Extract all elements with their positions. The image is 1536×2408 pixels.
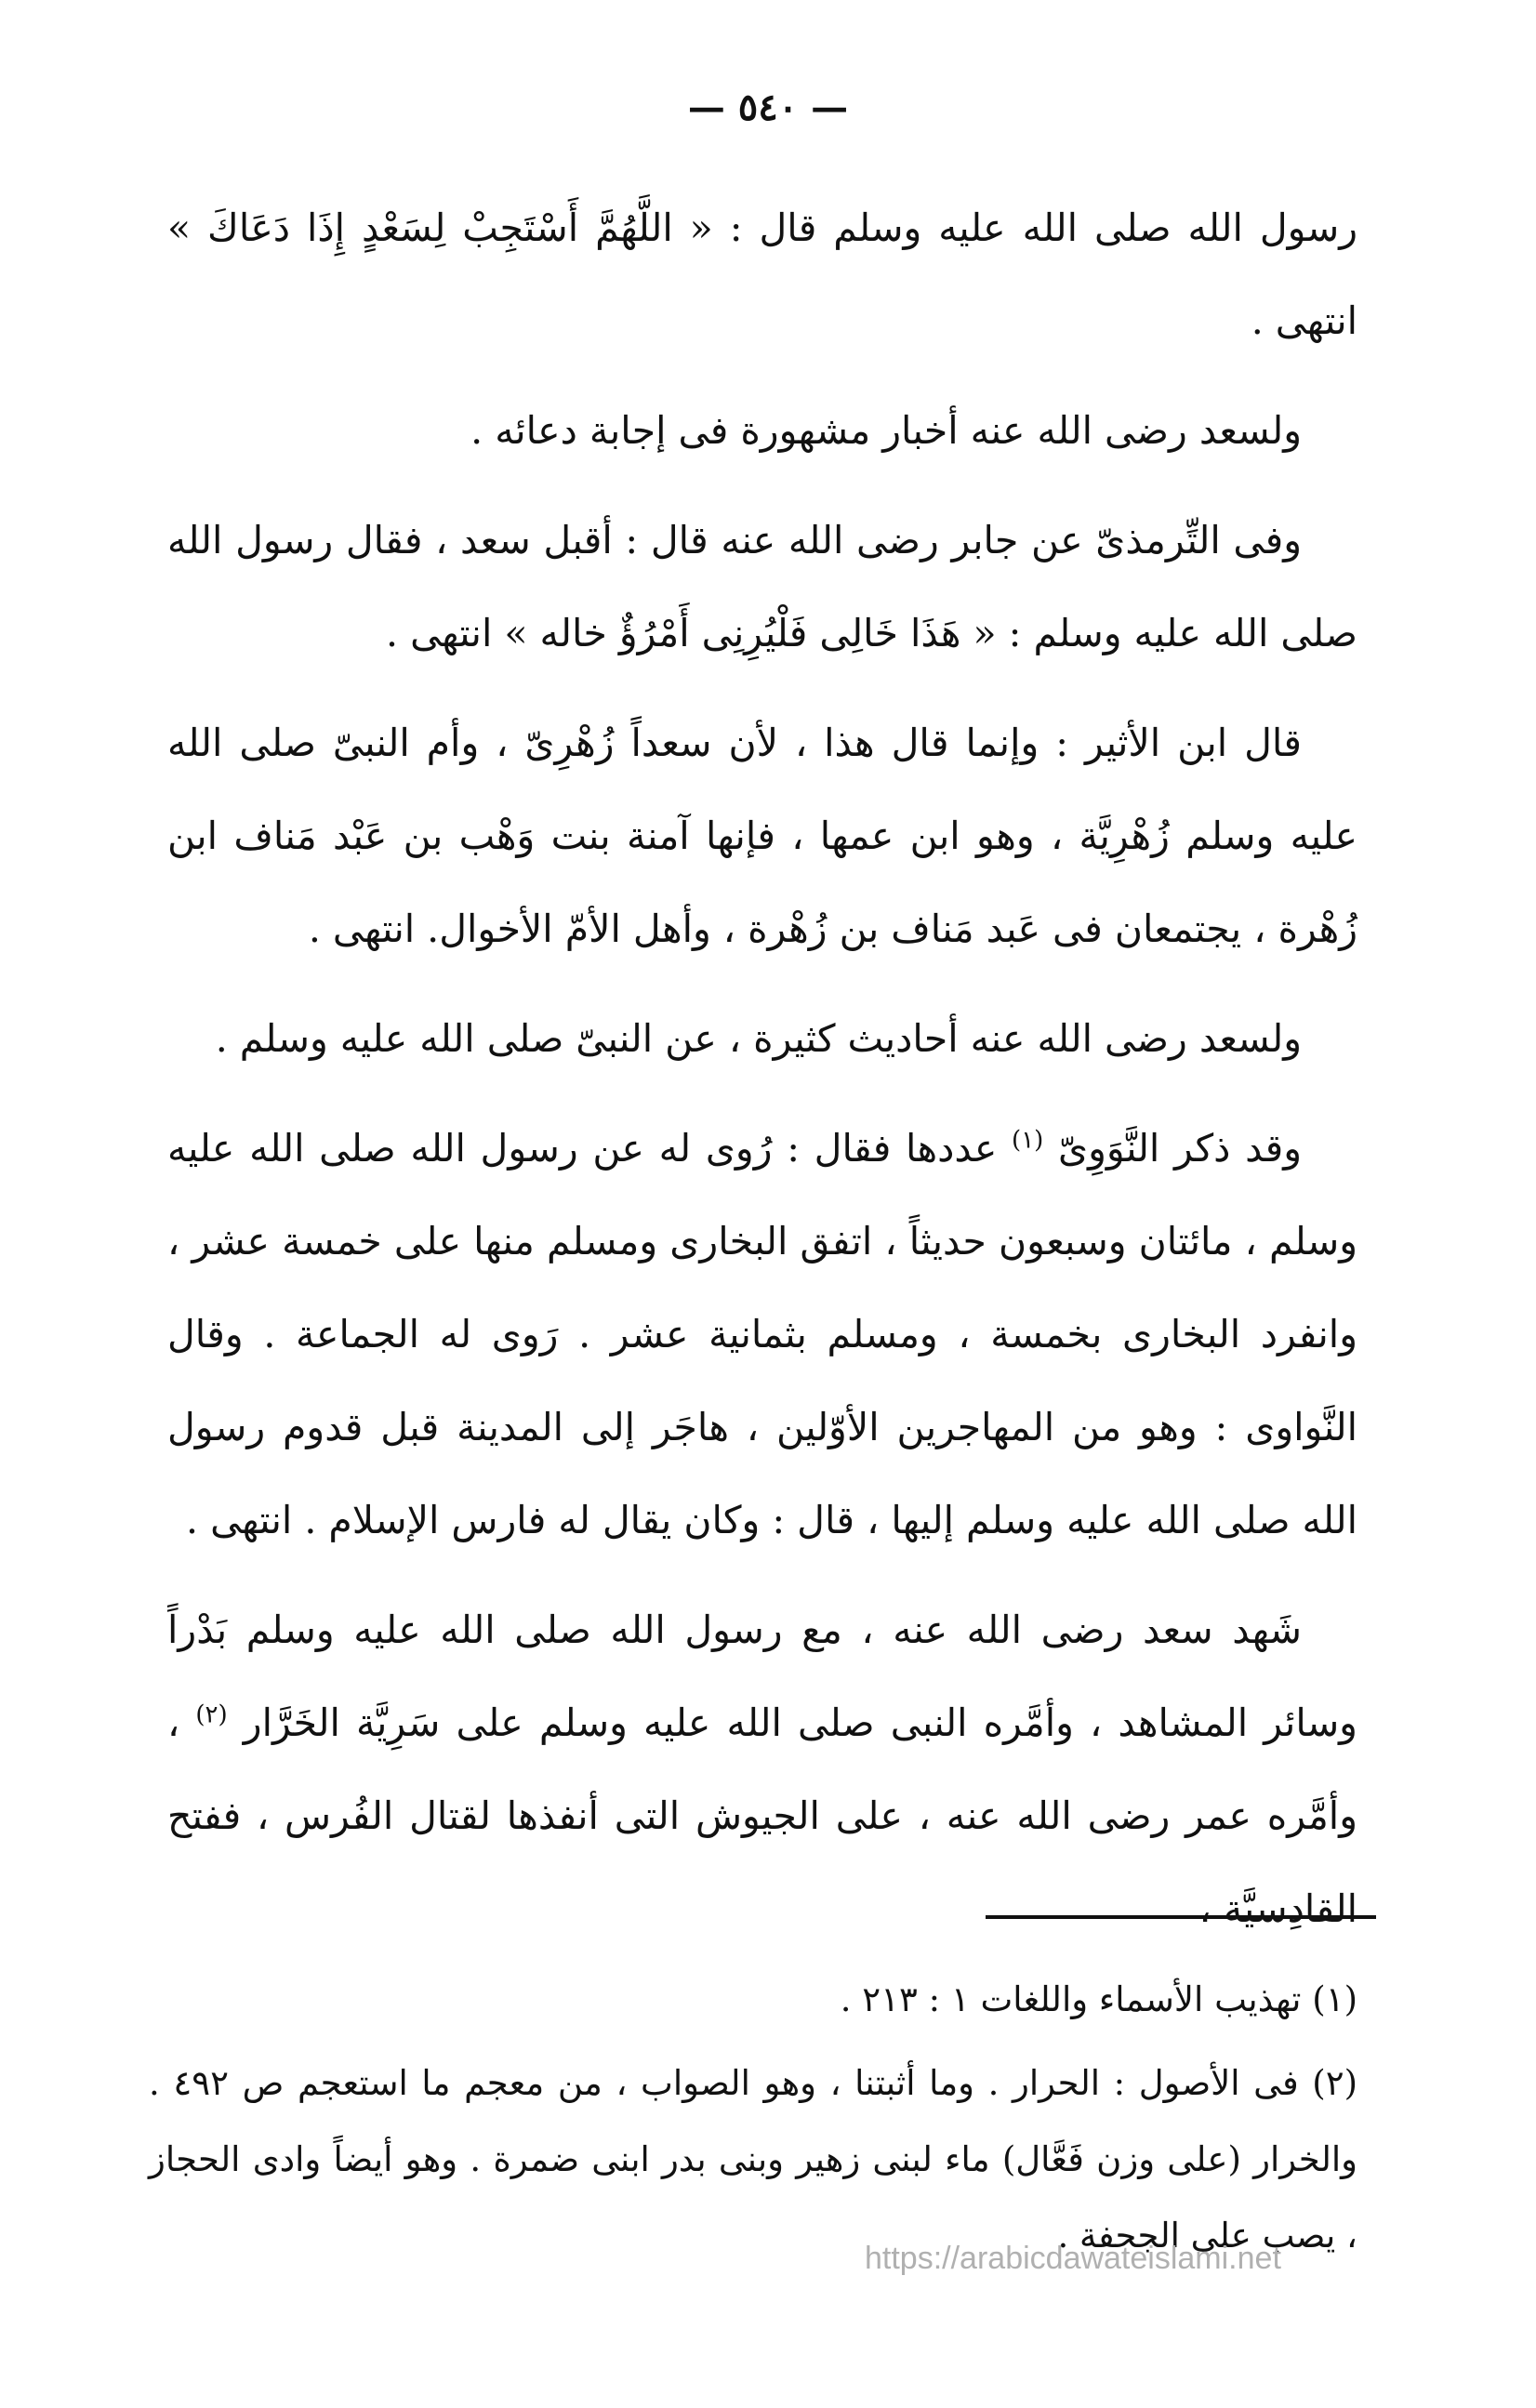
paragraph-2: ولسعد رضى الله عنه أخبار مشهورة فى إجابة دعائه . [470,408,1302,453]
paragraph-4: قال ابن الأثير : وإنما قال هذا ، لأن سعداً زُهْرِىّ ، وأم النبىّ صلى الله عليه وسلم زُهْرِيَّة ، وهو ابن عمها ، فإنها آمنة بنت وَهْب بن عَبْد مَناف ابن زُهْرة ، يجتمعان فى عَبد مَناف بن زُهْرة ، وأهل الأمّ الأخوال. انتهى . [167,721,1357,951]
paragraph-1: رسول الله صلى الله عليه وسلم قال : « اللَّهُمَّ أَسْتَجِبْ لِسَعْدٍ إِذَا دَعَاكَ » انتهى . [167,205,1357,343]
main-text [167,181,1357,1972]
paragraph-6-lead: وقد ذكر النَّوَوِىّ [1058,1126,1302,1171]
paragraph-7-lead: شَهد سعد رضى الله عنه ، مع رسول الله صلى الله عليه وسلم بَدْراً وسائر المشاهد ، [167,1608,1357,1745]
footnote-ref-2[interactable]: (٢) [195,1700,228,1729]
paragraph-7 [167,1583,1357,1955]
paragraph-5: ولسعد رضى الله عنه أحاديث كثيرة ، عن النبىّ صلى الله عليه وسلم . [215,1016,1302,1061]
footnote-ref-1[interactable]: (١) [1012,1126,1044,1155]
paragraph-6-rest: مائتان وسبعون حديثاً ، اتفق البخارى ومسلم منها على خمسة عشر ، وانفرد البخارى بخمسة ، ومسلم بثمانية عشر . رَوى له الجماعة . وقال النَّواوى : وهو من المهاجرين الأوّلين ، هاجَر إلى المدينة قبل قدوم رسول الله صلى الله عليه وسلم إليها ، قال : وكان يقال له فارس الإسلام . انتهى . [167,1219,1357,1542]
footnote-divider [986,1915,1376,1919]
page-number: — ٥٤٠ — [687,86,849,129]
paragraph-3: وفى التِّرمذىّ عن جابر رضى الله عنه قال : أقبل سعد ، فقال رسول الله صلى الله عليه وسلم : « هَذَا خَالِى فَلْيُرِنِى أَمْرُؤٌ خاله » انتهى . [167,518,1357,655]
footnote-2: (٢) فى الأصول : الحرار . وما أثبتنا ، وهو الصواب ، من معجم ما استعجم ص ٤٩٢ . والخرار (على وزن فَعَّال) ماء لبنى زهير وبنى بدر ابنى ضمرة . وهو أيضاً وادى الحجاز ، يصب على الجحفة . [149,2063,1357,2256]
paragraph-6-after: عددها فقال : رُوى له عن رسول الله صلى الله عليه وسلم ، [167,1126,1357,1264]
footnote-1: (١) تهذيب الأسماء واللغات ١ : ٢١٣ . [840,1979,1357,2019]
paragraph-7-after: وأمَّره النبى صلى الله عليه وسلم على سَرِيَّة الخَرَّار [243,1700,1074,1745]
watermark-url: https://arabicdawateislami.net [865,2241,1281,2276]
paragraph-6 [167,1102,1357,1567]
footnotes [149,1962,1357,2282]
paragraph-7-rest: ، وأمَّره عمر رضى الله عنه ، على الجيوش التى أنفذها لقتال الفُرس ، ففتح القادِسيَّة ، [167,1700,1357,1931]
